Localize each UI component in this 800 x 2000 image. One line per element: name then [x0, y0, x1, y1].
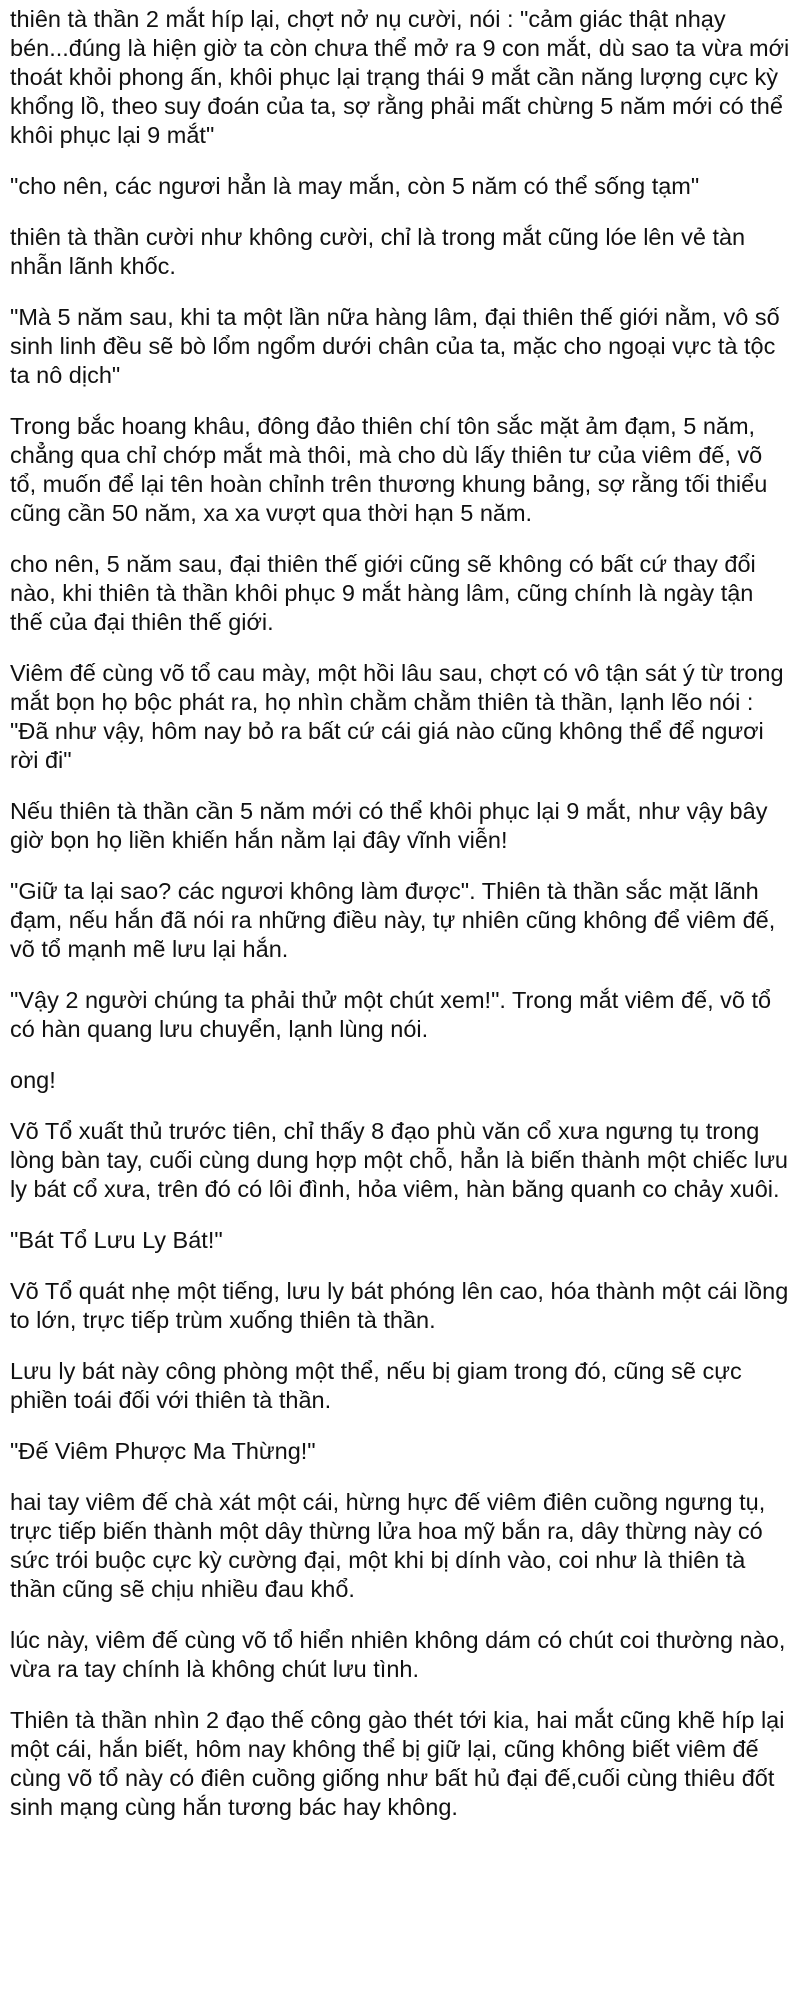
paragraph-10: "Vậy 2 người chúng ta phải thử một chút xem!". Trong mắt viêm đế, võ tổ có hàn quang lưu chuyển, lạnh lùng nói. — [10, 987, 772, 1042]
paragraph-5: Trong bắc hoang khâu, đông đảo thiên chí tôn sắc mặt ảm đạm, 5 năm, chẳng qua chỉ chớp mắt mà thôi, mà cho dù lấy thiên tư của viêm đế, võ tổ, muốn để lại tên hoàn chỉnh trên thương khung bảng, sợ rằng tối thiểu cũng cần 50 năm, xa xa vượt qua thời hạn 5 năm. — [10, 413, 768, 526]
paragraph-7: Viêm đế cùng võ tổ cau mày, một hồi lâu sau, chợt có vô tận sát ý từ trong mắt bọn họ bộc phát ra, họ nhìn chằm chằm thiên tà thần, lạnh lẽo nói : "Đã như vậy, hôm nay bỏ ra bất cứ cái giá nào cũng không thể để ngươi rời đi" — [10, 660, 784, 773]
paragraph-14: Võ Tổ quát nhẹ một tiếng, lưu ly bát phóng lên cao, hóa thành một cái lồng to lớn, trực tiếp trùm xuống thiên tà thần. — [10, 1278, 789, 1333]
paragraph-11: ong! — [10, 1067, 56, 1093]
paragraph-12: Võ Tổ xuất thủ trước tiên, chỉ thấy 8 đạo phù văn cổ xưa ngưng tụ trong lòng bàn tay, cuối cùng dung hợp một chỗ, hẳn là biến thành một chiếc lưu ly bát cổ xưa, trên đó có lôi đình, hỏa viêm, hàn băng quanh co chảy xuôi. — [10, 1118, 788, 1202]
paragraph-15: Lưu ly bát này công phòng một thể, nếu bị giam trong đó, cũng sẽ cực phiền toái đối với thiên tà thần. — [10, 1358, 742, 1413]
paragraph-18: lúc này, viêm đế cùng võ tổ hiển nhiên không dám có chút coi thường nào, vừa ra tay chính là không chút lưu tình. — [10, 1627, 786, 1682]
paragraph-19: Thiên tà thần nhìn 2 đạo thế công gào thét tới kia, hai mắt cũng khẽ híp lại một cái, hắn biết, hôm nay không thể bị giữ lại, cũng không biết viêm đế cùng võ tổ này có điên cuồng giống như bất hủ đại đế,cuối cùng thiêu đốt sinh mạng cùng hắn tương bác hay không. — [10, 1707, 785, 1820]
paragraph-17: hai tay viêm đế chà xát một cái, hừng hực đế viêm điên cuồng ngưng tụ, trực tiếp biến thành một dây thừng lửa hoa mỹ bắn ra, dây thừng này có sức trói buộc cực kỳ cường đại, một khi bị dính vào, coi như là thiên tà thần cũng sẽ chịu nhiều đau khổ. — [10, 1489, 766, 1602]
paragraph-8: Nếu thiên tà thần cần 5 năm mới có thể khôi phục lại 9 mắt, như vậy bây giờ bọn họ liền khiến hắn nằm lại đây vĩnh viễn! — [10, 798, 768, 853]
paragraph-9: "Giữ ta lại sao? các ngươi không làm được". Thiên tà thần sắc mặt lãnh đạm, nếu hắn đã nói ra những điều này, tự nhiên cũng không để viêm đế, võ tổ mạnh mẽ lưu lại hắn. — [10, 878, 776, 962]
paragraph-16: "Đế Viêm Phược Ma Thừng!" — [10, 1438, 316, 1464]
paragraph-4: "Mà 5 năm sau, khi ta một lần nữa hàng lâm, đại thiên thế giới nằm, vô số sinh linh đều sẽ bò lổm ngổm dưới chân của ta, mặc cho ngoại vực tà tộc ta nô dịch" — [10, 304, 780, 388]
paragraph-6: cho nên, 5 năm sau, đại thiên thế giới cũng sẽ không có bất cứ thay đổi nào, khi thiên tà thần khôi phục 9 mắt hàng lâm, cũng chính là ngày tận thế của đại thiên thế giới. — [10, 551, 756, 635]
paragraph-13: "Bát Tổ Lưu Ly Bát!" — [10, 1227, 223, 1253]
paragraph-2: "cho nên, các ngươi hẳn là may mắn, còn 5 năm có thể sống tạm" — [10, 173, 700, 199]
paragraph-3: thiên tà thần cười như không cười, chỉ là trong mắt cũng lóe lên vẻ tàn nhẫn lãnh khốc. — [10, 224, 746, 279]
paragraph-1: thiên tà thần 2 mắt híp lại, chợt nở nụ cười, nói : "cảm giác thật nhạy bén...đúng là hiện giờ ta còn chưa thể mở ra 9 con mắt, dù sao ta vừa mới thoát khỏi phong ấn, khôi phục lại trạng thái 9 mắt cần năng lượng cực kỳ khổng lồ, theo suy đoán của ta, sợ rằng phải mất chừng 5 năm mới có thể khôi phục lại 9 mắt" — [10, 6, 790, 148]
